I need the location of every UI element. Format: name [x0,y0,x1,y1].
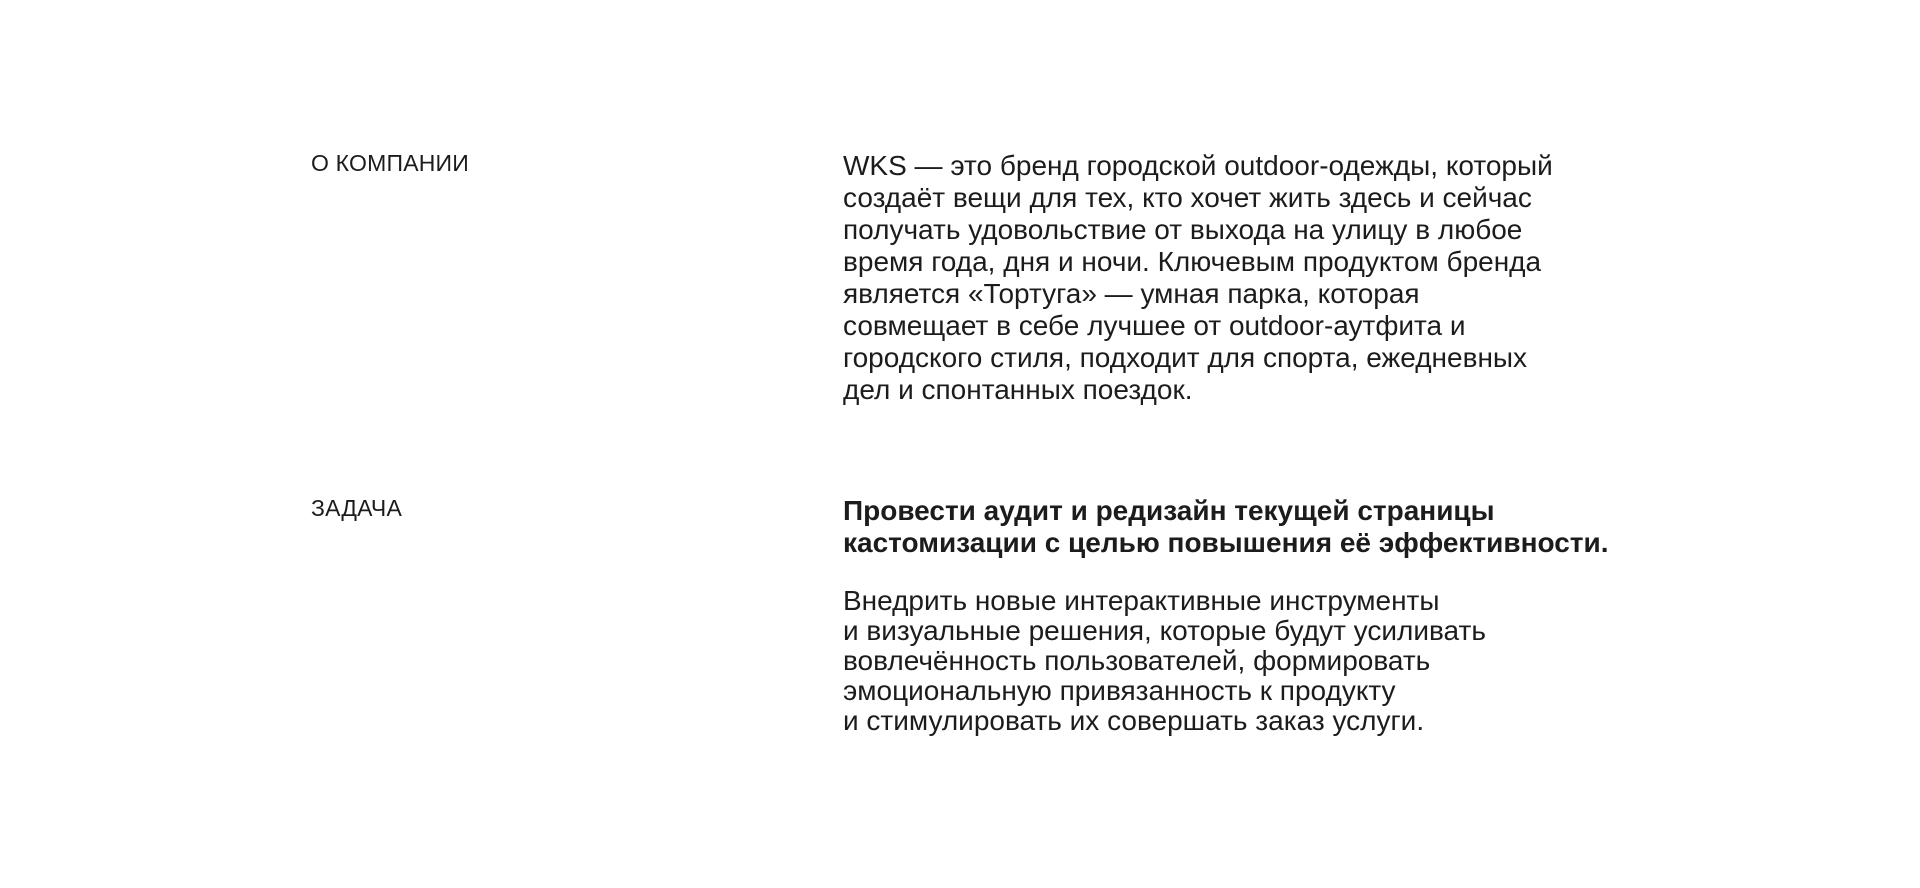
about-line: получать удовольствие от выхода на улицу в любое [843,214,1523,245]
about-line: городского стиля, подходит для спорта, ежедневных [843,342,1528,373]
task-line: и стимулировать их совершать заказ услуги. [843,705,1425,736]
task-description [843,586,1723,736]
about-description [843,150,1723,406]
task-headline-line: кастомизации с целью повышения её эффективности. [843,527,1609,558]
about-line: WKS — это бренд городской outdoor-одежды, который [843,150,1553,181]
about-line: совмещает в себе лучшее от outdoor-аутфита и [843,310,1466,341]
task-headline-line: Провести аудит и редизайн текущей страницы [843,495,1495,526]
about-line: создаёт вещи для тех, кто хочет жить здесь и сейчас [843,182,1532,213]
about-line: дел и спонтанных поездок. [843,374,1193,405]
about-section-label: О КОМПАНИИ [311,150,470,176]
task-line: и визуальные решения, которые будут усиливать [843,615,1486,646]
task-line: вовлечённость пользователей, формировать [843,645,1431,676]
task-line: Внедрить новые интерактивные инструменты [843,585,1440,616]
task-headline [843,495,1723,559]
about-line: является «Тортуга» — умная парка, которая [843,278,1420,309]
task-section-label: ЗАДАЧА [311,495,402,521]
about-line: время года, дня и ночи. Ключевым продуктом бренда [843,246,1542,277]
task-line: эмоциональную привязанность к продукту [843,675,1396,706]
